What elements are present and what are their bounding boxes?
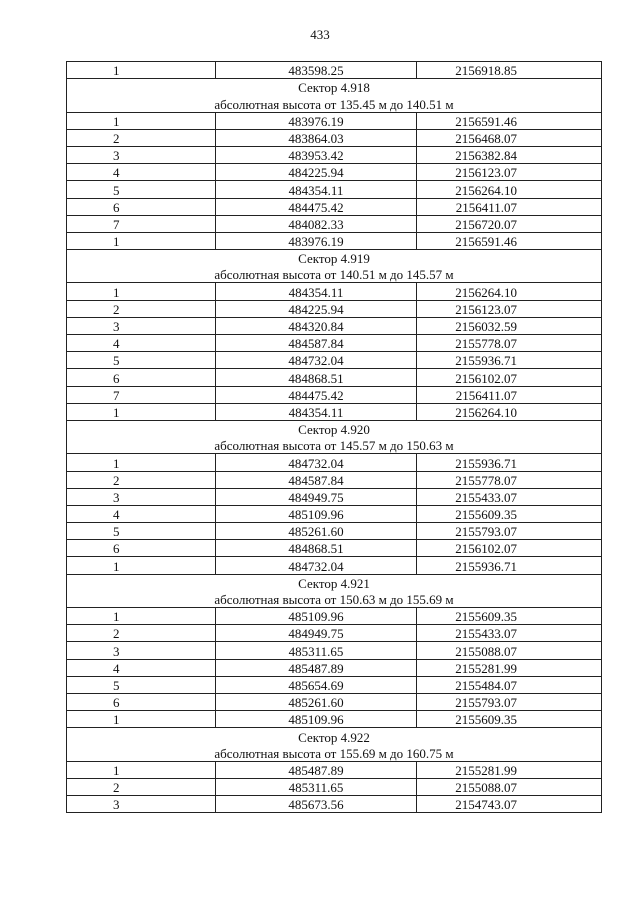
table-row xyxy=(67,369,602,386)
coordinate-x: 483953.42 xyxy=(216,146,417,163)
table-row xyxy=(67,198,602,215)
table-row xyxy=(67,112,602,129)
point-number: 5 xyxy=(67,181,216,198)
sector-header-row xyxy=(67,728,602,745)
table-row xyxy=(67,488,602,505)
coordinate-y: 2155778.07 xyxy=(417,335,602,352)
coordinate-x: 485311.65 xyxy=(216,778,417,795)
coordinate-x: 485109.96 xyxy=(216,608,417,625)
coordinate-y: 2155484.07 xyxy=(417,676,602,693)
coordinate-x: 484354.11 xyxy=(216,181,417,198)
table-row xyxy=(67,761,602,778)
table-row xyxy=(67,711,602,728)
coordinate-x: 483598.25 xyxy=(216,62,417,79)
point-number: 4 xyxy=(67,164,216,181)
table-row xyxy=(67,454,602,471)
point-number: 1 xyxy=(67,283,216,300)
coordinate-y: 2155609.35 xyxy=(417,608,602,625)
table-row xyxy=(67,608,602,625)
coordinate-x: 485487.89 xyxy=(216,761,417,778)
table-row xyxy=(67,625,602,642)
coordinate-x: 484225.94 xyxy=(216,164,417,181)
point-number: 7 xyxy=(67,386,216,403)
table-row xyxy=(67,335,602,352)
coordinate-y: 2155609.35 xyxy=(417,505,602,522)
coordinate-y: 2155281.99 xyxy=(417,761,602,778)
table-row xyxy=(67,796,602,813)
point-number: 6 xyxy=(67,540,216,557)
point-number: 3 xyxy=(67,146,216,163)
sector-subtitle-row xyxy=(67,266,602,283)
coordinate-x: 484475.42 xyxy=(216,386,417,403)
coordinate-x: 484320.84 xyxy=(216,317,417,334)
sector-title: Сектор 4.921 xyxy=(67,574,602,591)
table-row xyxy=(67,676,602,693)
point-number: 7 xyxy=(67,215,216,232)
sector-subtitle-row xyxy=(67,95,602,112)
table-row xyxy=(67,642,602,659)
point-number: 3 xyxy=(67,317,216,334)
coordinate-y: 2156720.07 xyxy=(417,215,602,232)
coordinate-y: 2156264.10 xyxy=(417,181,602,198)
table-row xyxy=(67,129,602,146)
coordinate-y: 2156382.84 xyxy=(417,146,602,163)
table-row xyxy=(67,523,602,540)
table-row xyxy=(67,232,602,249)
coordinate-y: 2156591.46 xyxy=(417,232,602,249)
sector-altitude: абсолютная высота от 135.45 м до 140.51 м xyxy=(67,95,602,112)
page-number: 433 xyxy=(310,27,330,42)
point-number: 3 xyxy=(67,488,216,505)
coordinate-x: 485654.69 xyxy=(216,676,417,693)
point-number: 1 xyxy=(67,403,216,420)
point-number: 1 xyxy=(67,62,216,79)
coordinate-y: 2155778.07 xyxy=(417,471,602,488)
point-number: 1 xyxy=(67,454,216,471)
table-row xyxy=(67,693,602,710)
coordinate-y: 2155793.07 xyxy=(417,693,602,710)
coordinate-y: 2156918.85 xyxy=(417,62,602,79)
table-row xyxy=(67,283,602,300)
coordinate-x: 483976.19 xyxy=(216,232,417,249)
table-row xyxy=(67,146,602,163)
sector-altitude: абсолютная высота от 140.51 м до 145.57 м xyxy=(67,266,602,283)
point-number: 1 xyxy=(67,608,216,625)
coordinate-x: 485261.60 xyxy=(216,523,417,540)
coordinate-y: 2155609.35 xyxy=(417,711,602,728)
coordinate-x: 484354.11 xyxy=(216,283,417,300)
coordinate-x: 484225.94 xyxy=(216,300,417,317)
sector-altitude: абсолютная высота от 145.57 м до 150.63 м xyxy=(67,437,602,454)
coordinate-y: 2156123.07 xyxy=(417,164,602,181)
table-row xyxy=(67,317,602,334)
sector-title: Сектор 4.920 xyxy=(67,420,602,437)
point-number: 1 xyxy=(67,711,216,728)
point-number: 5 xyxy=(67,523,216,540)
table-row xyxy=(67,557,602,574)
sector-title: Сектор 4.922 xyxy=(67,728,602,745)
coordinate-y: 2156032.59 xyxy=(417,317,602,334)
point-number: 6 xyxy=(67,198,216,215)
coordinate-x: 484732.04 xyxy=(216,352,417,369)
point-number: 2 xyxy=(67,471,216,488)
point-number: 5 xyxy=(67,352,216,369)
coordinate-y: 2156468.07 xyxy=(417,129,602,146)
table-row xyxy=(67,659,602,676)
coordinate-x: 485261.60 xyxy=(216,693,417,710)
coordinate-y: 2155936.71 xyxy=(417,557,602,574)
coordinate-y: 2156102.07 xyxy=(417,369,602,386)
coordinate-y: 2156102.07 xyxy=(417,540,602,557)
coordinate-x: 484082.33 xyxy=(216,215,417,232)
point-number: 4 xyxy=(67,335,216,352)
point-number: 2 xyxy=(67,778,216,795)
point-number: 2 xyxy=(67,300,216,317)
point-number: 1 xyxy=(67,232,216,249)
coordinate-y: 2156591.46 xyxy=(417,112,602,129)
table-row xyxy=(67,386,602,403)
table-row xyxy=(67,352,602,369)
point-number: 4 xyxy=(67,505,216,522)
point-number: 3 xyxy=(67,796,216,813)
coordinates-table xyxy=(66,61,602,813)
table-row xyxy=(67,403,602,420)
coordinate-y: 2155088.07 xyxy=(417,642,602,659)
coordinate-x: 484587.84 xyxy=(216,471,417,488)
coordinate-x: 483976.19 xyxy=(216,112,417,129)
sector-header-row xyxy=(67,420,602,437)
sector-subtitle-row xyxy=(67,591,602,608)
coordinate-y: 2156411.07 xyxy=(417,386,602,403)
coordinate-y: 2156411.07 xyxy=(417,198,602,215)
coordinate-y: 2156264.10 xyxy=(417,403,602,420)
point-number: 1 xyxy=(67,112,216,129)
coordinates-table-body xyxy=(67,62,602,813)
point-number: 4 xyxy=(67,659,216,676)
coordinate-x: 484732.04 xyxy=(216,454,417,471)
coordinate-x: 483864.03 xyxy=(216,129,417,146)
point-number: 2 xyxy=(67,129,216,146)
table-row xyxy=(67,62,602,79)
point-number: 5 xyxy=(67,676,216,693)
sector-title: Сектор 4.919 xyxy=(67,250,602,267)
point-number: 1 xyxy=(67,761,216,778)
point-number: 3 xyxy=(67,642,216,659)
coordinate-y: 2155088.07 xyxy=(417,778,602,795)
coordinate-y: 2155281.99 xyxy=(417,659,602,676)
coordinate-y: 2155433.07 xyxy=(417,625,602,642)
coordinate-x: 485109.96 xyxy=(216,711,417,728)
coordinate-y: 2155433.07 xyxy=(417,488,602,505)
coordinate-y: 2155936.71 xyxy=(417,454,602,471)
coordinate-y: 2155793.07 xyxy=(417,523,602,540)
coordinate-x: 484949.75 xyxy=(216,488,417,505)
coordinate-y: 2155936.71 xyxy=(417,352,602,369)
coordinate-x: 485673.56 xyxy=(216,796,417,813)
sector-altitude: абсолютная высота от 155.69 м до 160.75 м xyxy=(67,745,602,762)
table-row xyxy=(67,164,602,181)
table-row xyxy=(67,471,602,488)
table-row xyxy=(67,300,602,317)
point-number: 2 xyxy=(67,625,216,642)
coordinate-x: 484587.84 xyxy=(216,335,417,352)
point-number: 1 xyxy=(67,557,216,574)
point-number: 6 xyxy=(67,369,216,386)
coordinate-x: 484949.75 xyxy=(216,625,417,642)
point-number: 6 xyxy=(67,693,216,710)
sector-title: Сектор 4.918 xyxy=(67,79,602,96)
coordinate-y: 2156264.10 xyxy=(417,283,602,300)
table-row xyxy=(67,181,602,198)
coordinate-x: 485109.96 xyxy=(216,505,417,522)
table-row xyxy=(67,540,602,557)
coordinate-x: 484354.11 xyxy=(216,403,417,420)
table-row xyxy=(67,215,602,232)
coordinate-x: 484868.51 xyxy=(216,369,417,386)
coordinate-x: 484475.42 xyxy=(216,198,417,215)
sector-header-row xyxy=(67,250,602,267)
sector-header-row xyxy=(67,574,602,591)
coordinate-x: 485487.89 xyxy=(216,659,417,676)
table-row xyxy=(67,505,602,522)
coordinate-x: 485311.65 xyxy=(216,642,417,659)
coordinate-y: 2156123.07 xyxy=(417,300,602,317)
sector-header-row xyxy=(67,79,602,96)
coordinate-x: 484732.04 xyxy=(216,557,417,574)
coordinate-x: 484868.51 xyxy=(216,540,417,557)
coordinate-y: 2154743.07 xyxy=(417,796,602,813)
sector-subtitle-row xyxy=(67,745,602,762)
sector-subtitle-row xyxy=(67,437,602,454)
table-row xyxy=(67,778,602,795)
sector-altitude: абсолютная высота от 150.63 м до 155.69 м xyxy=(67,591,602,608)
